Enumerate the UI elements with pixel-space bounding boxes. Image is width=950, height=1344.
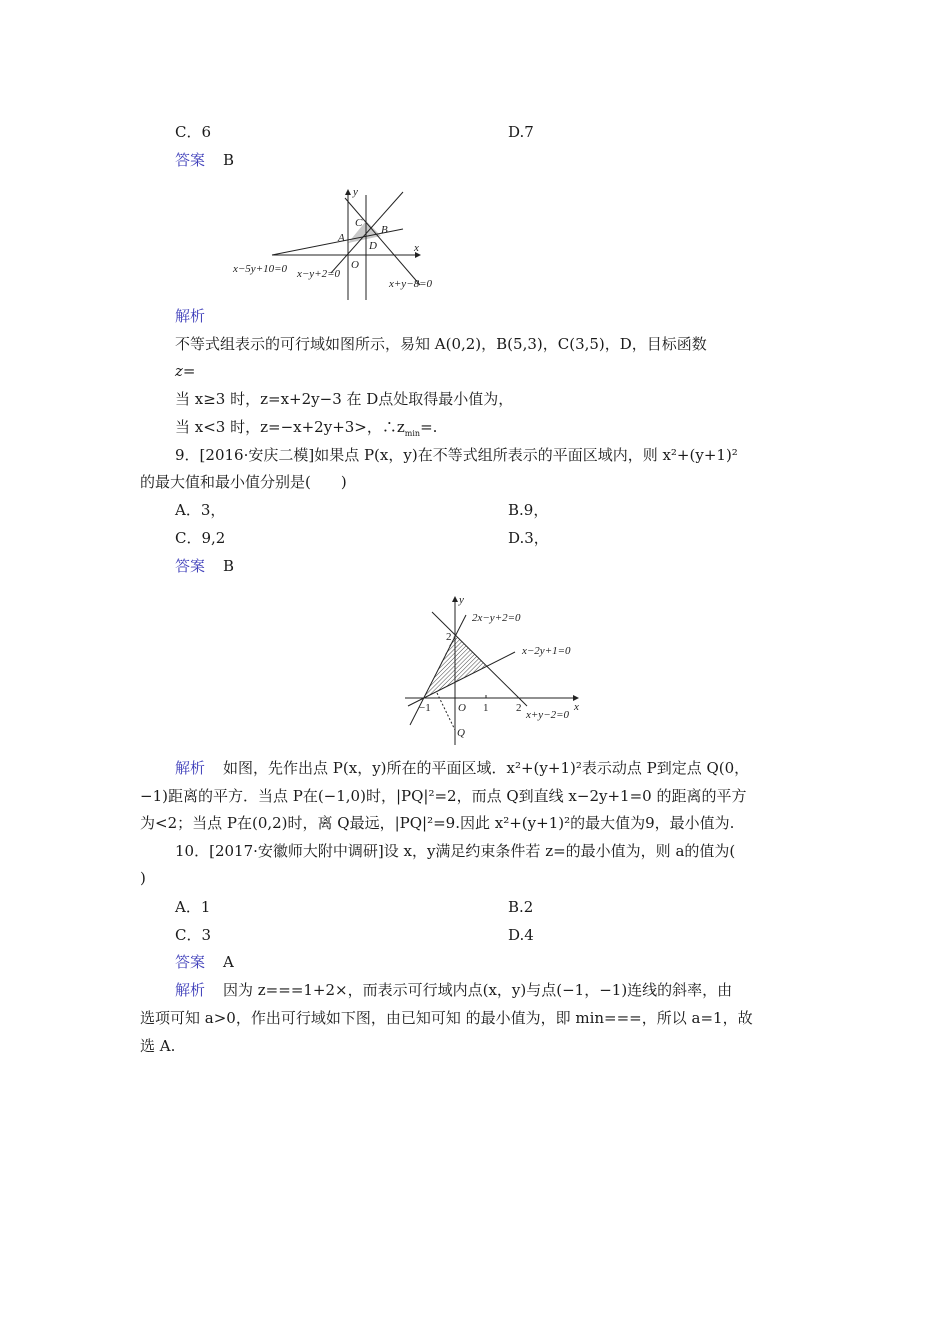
- tick-1-label: 1: [483, 702, 489, 714]
- q9-analysis-line: [175, 758, 749, 778]
- answer-value: B: [223, 151, 235, 169]
- q9-stem: 的最大值和最小值分别是( ): [140, 473, 347, 491]
- tick-2x-label: 2: [516, 702, 522, 714]
- line3-label: x+y−8=0: [389, 278, 433, 290]
- answer-label: 答案: [175, 557, 206, 575]
- y-axis-label: y: [353, 186, 358, 198]
- q9-answer: [175, 556, 234, 576]
- line-x+y-8: [345, 198, 420, 285]
- analysis-label: 解析: [175, 981, 206, 999]
- answer-value: B: [223, 557, 235, 575]
- analysis-label: 解析: [175, 759, 206, 777]
- figure-q9-feasible-region: [405, 594, 579, 745]
- q9-option-a: A．3，: [175, 501, 226, 519]
- q8-analysis-line: 当 x≥3 时，z=x+2y−3 在 D点处取得最小值为，: [175, 390, 514, 408]
- q10-answer: [175, 952, 234, 972]
- q8-analysis-line: [175, 417, 437, 444]
- q8-option-c: C．6: [175, 123, 212, 141]
- q10-option-c: C．3: [175, 926, 212, 944]
- text: 当 x<3 时，z=−x+2y+3>，∴z: [175, 418, 405, 436]
- q8-analysis-line: z=: [175, 362, 196, 380]
- point-d-label: D: [369, 240, 377, 252]
- figure-q8-feasible-region: [232, 186, 433, 300]
- point-c-label: C: [355, 217, 363, 229]
- origin-label: O: [458, 702, 466, 714]
- line1-label: 2x−y+2=0: [472, 612, 521, 624]
- q10-analysis-line: 选项可知 a>0，作出可行域如下图，由已知可知 的最小值为，即 min===，所以 a=1，故: [140, 1009, 753, 1027]
- q9-analysis-line: 为<2；当点 P在(0,2)时，离 Q最远，|PQ|²=9.因此 x²+(y+1)²的最大值为9，最小值为.: [140, 814, 735, 832]
- tick-2y-label: 2: [446, 631, 452, 643]
- text: 如图，先作出点 P(x，y)所在的平面区域．x²+(y+1)²表示动点 P到定点 Q(0，: [223, 759, 750, 777]
- dashed-segment-pq: [437, 693, 455, 730]
- q9-option-d: D.3，: [508, 529, 549, 547]
- tick-neg1-label: −1: [419, 702, 431, 714]
- q10-stem: ): [140, 869, 146, 887]
- point-a-label: A: [338, 232, 345, 244]
- point-q-label: Q: [457, 727, 465, 739]
- x-axis-label: x: [574, 701, 579, 713]
- q10-analysis-line: [175, 980, 732, 1000]
- q10-stem: 10．[2017·安徽师大附中调研]设 x，y满足约束条件若 z=的最小值为，则 a的值为(: [175, 842, 736, 860]
- point-b-label: B: [381, 224, 388, 236]
- text: =.: [420, 418, 438, 436]
- line2-label: x−2y+1=0: [522, 645, 571, 657]
- line2-label: x−y+2=0: [297, 268, 341, 280]
- q9-option-b: B.9，: [508, 501, 549, 519]
- line3-label: x+y−2=0: [526, 709, 570, 721]
- y-axis-label: y: [459, 594, 464, 606]
- answer-label: 答案: [175, 151, 206, 169]
- origin-label: O: [351, 259, 359, 271]
- q10-analysis-line: 选 A.: [140, 1037, 176, 1055]
- x-axis-label: x: [414, 242, 419, 254]
- answer-value: A: [223, 953, 234, 971]
- q8-option-d: D.7: [508, 123, 534, 141]
- q8-analysis-label: 解析: [175, 307, 206, 325]
- answer-label: 答案: [175, 953, 206, 971]
- q8-analysis-line: 不等式组表示的可行域如图所示，易知 A(0,2)，B(5,3)，C(3,5)，D，目标函数: [175, 335, 707, 353]
- q9-option-c: C．9,2: [175, 529, 226, 547]
- q9-stem: 9．[2016·安庆二模]如果点 P(x，y)在不等式组所表示的平面区域内，则 x²+(y+1)²: [175, 446, 738, 464]
- text: 因为 z===1+2×，而表示可行域内点(x，y)与点(−1，−1)连线的斜率，由: [223, 981, 733, 999]
- line1-label: x−5y+10=0: [233, 263, 288, 275]
- q9-analysis-line: −1)距离的平方．当点 P在(−1,0)时，|PQ|²=2，而点 Q到直线 x−2y+1=0 的距离的平方: [140, 787, 747, 805]
- q10-option-b: B.2: [508, 898, 534, 916]
- subscript-min: min: [404, 429, 421, 438]
- q10-option-d: D.4: [508, 926, 534, 944]
- q10-option-a: A．1: [175, 898, 211, 916]
